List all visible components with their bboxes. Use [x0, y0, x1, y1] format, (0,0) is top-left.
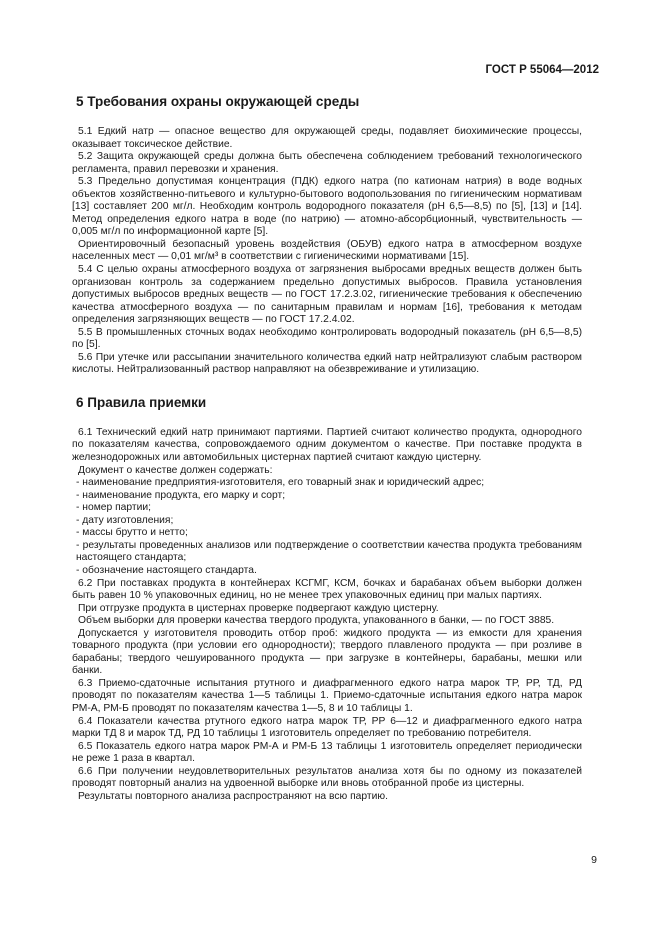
paragraph-sampling: Допускается у изготовителя проводить отбор проб: жидкого продукта — из емкости для хранения товарного продукта (при условии его однородности); твердого плавленого продукта — при розливе в барабаны; твердого чешуированного продукта — при загрузке в контейнеры, барабаны, мешки или банки.	[72, 627, 582, 677]
paragraph-sample-volume: Объем выборки для проверки качества твердого продукта, упакованного в банки, — по ГОСТ 3885.	[78, 615, 555, 627]
list-item: - наименование предприятия-изготовителя, его товарный знак и юридический адрес;	[76, 477, 485, 489]
page-content	[72, 94, 582, 803]
page-number: 9	[591, 854, 597, 866]
paragraph-5-3: 5.3 Предельно допустимая концентрация (ПДК) едкого натра (по катионам натрия) в воде водных объектов хозяйственно-питьевого и культурно-бытового водопользования по гигиеническим нормативам [13] составляет 200 мг/л. Необходим контроль водородного показателя (рН 6,5—8,5) по [5], [13] и [14]. Метод определения едкого натра в воде (по натрию) — атомно-абсорбционный, чувствительность — 0,005 мг/л по информационной карте [5].	[72, 176, 582, 238]
paragraph-6-6: 6.6 При получении неудовлетворительных результатов анализа хотя бы по одному из показателей проводят повторный анализ на удвоенной выборке или вновь отобранной пробе из цистерны.	[72, 765, 582, 790]
paragraph-5-6: 5.6 При утечке или рассыпании значительного количества едкий натр нейтрализуют слабым раствором кислоты. Нейтрализованный раствор направляют на обезвреживание и утилизацию.	[72, 351, 582, 376]
paragraph-6-2: 6.2 При поставках продукта в контейнерах КСГМГ, КСМ, бочках и барабанах объем выборки должен быть равен 10 % упаковочных единиц, но не менее трех упаковочных единиц при малых партиях.	[72, 577, 582, 602]
list-item: - номер партии;	[76, 502, 151, 514]
section-5-title: 5 Требования охраны окружающей среды	[76, 94, 360, 109]
paragraph-repeat-results: Результаты повторного анализа распространяют на всю партию.	[78, 790, 388, 802]
paragraph-5-4: 5.4 С целью охраны атмосферного воздуха от загрязнения выбросами вредных веществ должен быть организован контроль за содержанием предельно допустимых выбросов. Правила установления допустимых выбросов вредных веществ — по ГОСТ 17.2.3.02, гигиенические требования к обеспечению качества атмосферного воздуха — по санитарным правилам и нормам [16], требования к методам определения загрязняющих веществ — по ГОСТ 17.2.4.02.	[72, 264, 582, 326]
document-id: ГОСТ Р 55064—2012	[485, 64, 599, 76]
paragraph-5-2: 5.2 Защита окружающей среды должна быть обеспечена соблюдением требований технологического регламента, правил перевозки и хранения.	[72, 151, 582, 175]
paragraph-5-5: 5.5 В промышленных сточных водах необходимо контролировать водородный показатель (рН 6,5—8,5) по [5].	[72, 326, 582, 351]
paragraph-5-1: 5.1 Едкий натр — опасное вещество для окружающей среды, подавляет биохимические процессы, оказывает токсическое действие.	[72, 126, 582, 150]
list-item: - обозначение настоящего стандарта.	[76, 564, 257, 576]
section-6-title: 6 Правила приемки	[76, 394, 207, 410]
list-item: - дату изготовления;	[76, 514, 174, 526]
paragraph-obuv: Ориентировочный безопасный уровень воздействия (ОБУВ) едкого натра в атмосферном воздухе населенных мест — 0,01 мг/м³ в соответствии с гигиеническими нормативами [15].	[72, 238, 582, 263]
paragraph-6-3: 6.3 Приемо-сдаточные испытания ртутного и диафрагменного едкого натра марок ТР, РР, ТД, РД проводят по показателям качества 1—5 таблицы 1. Приемо-сдаточные испытания едкого натра марок РМ-А, РМ-Б проводят по показателям качества 1—5, 8 и 10 таблицы 1.	[72, 677, 582, 714]
paragraph-6-1: 6.1 Технический едкий натр принимают партиями. Партией считают количество продукта, однородного по показателям качества, сопровождаемого одним документом о качестве. При поставке продукта в железнодорожных или автомобильных цистернах партией считают каждую цистерну.	[72, 426, 582, 464]
paragraph-tank-check: При отгрузке продукта в цистернах проверке подвергают каждую цистерну.	[78, 602, 439, 614]
paragraph-6-5: 6.5 Показатель едкого натра марок РМ-А и РМ-Б 13 таблицы 1 изготовитель определяет периодически не реже 1 раза в квартал.	[72, 740, 582, 765]
list-item: - массы брутто и нетто;	[76, 527, 188, 539]
paragraph-6-4: 6.4 Показатели качества ртутного едкого натра марок ТР, РР 6—12 и диафрагменного едкого натра марки ТД 8 и марок ТД, РД 10 таблицы 1 изготовитель определяет по требованию потребителя.	[72, 715, 582, 740]
list-item: - результаты проведенных анализов или подтверждение о соответствии качества продукта требованиям настоящего стандарта;	[76, 539, 582, 564]
list-item: - наименование продукта, его марку и сорт;	[76, 489, 286, 501]
paragraph-quality-document: Документ о качестве должен содержать:	[78, 464, 273, 476]
